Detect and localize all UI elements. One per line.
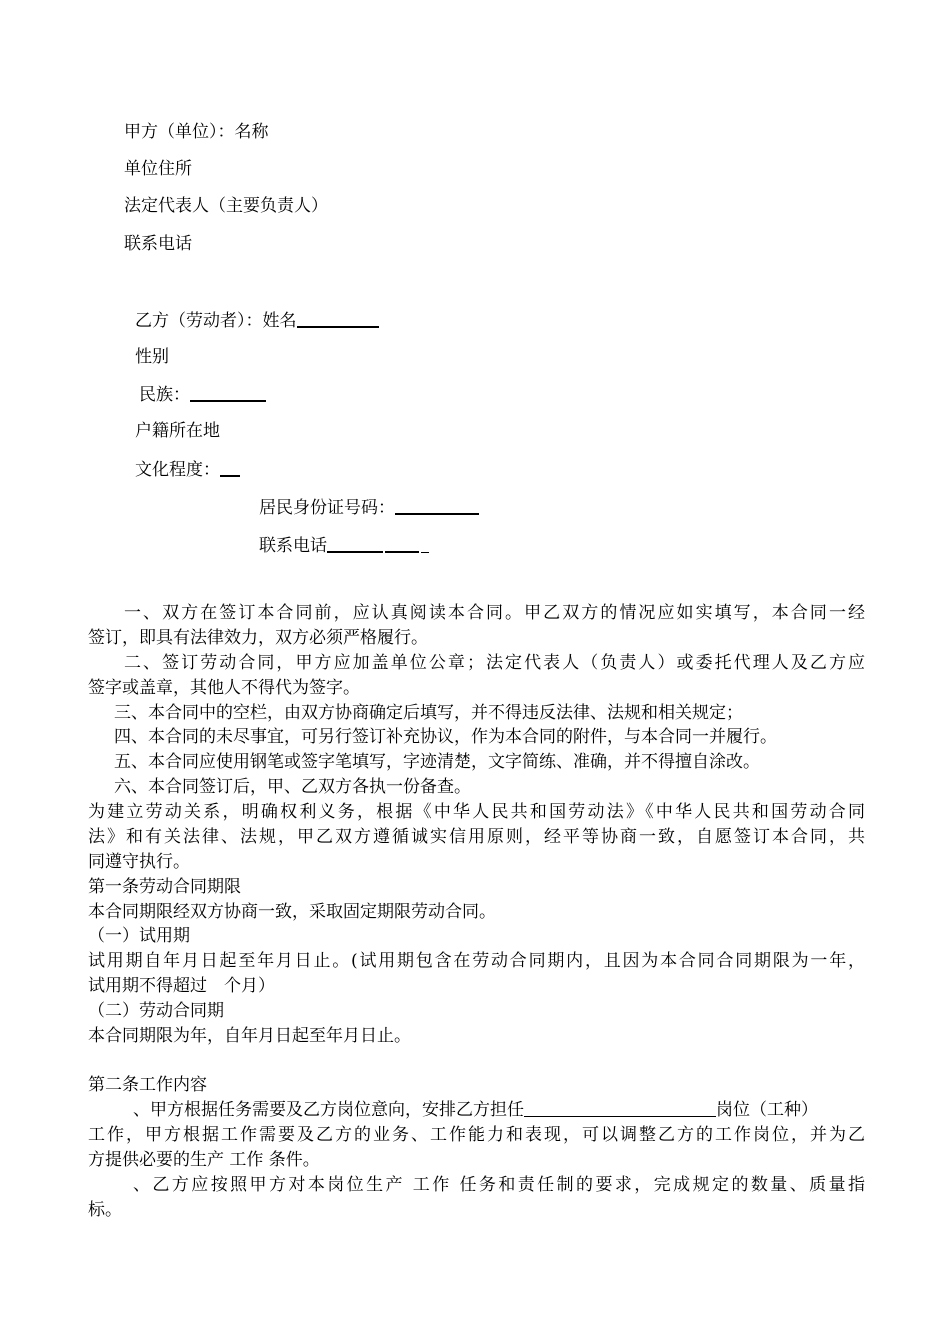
party-b-phone-blank-3	[421, 536, 429, 553]
party-b-id-field	[259, 497, 479, 518]
article-2-item-1-line-3: 方提供必要的生产 工作 条件。	[88, 1150, 320, 1170]
party-b-education-label: 文化程度：	[135, 460, 220, 480]
party-b-name-label: 乙方（劳动者）：姓名	[135, 311, 297, 331]
contract-term-title: （二）劳动合同期	[88, 1001, 224, 1021]
note-4: 四、本合同的未尽事宜，可另行签订补充协议，作为本合同的附件，与本合同一并履行。	[114, 727, 777, 747]
party-b-phone-blank-1	[327, 535, 383, 553]
note-5: 五、本合同应使用钢笔或签字笔填写，字迹清楚，文字简练、准确，并不得擅自涂改。	[114, 752, 760, 772]
note-2-line-1: 二、签订劳动合同，甲方应加盖单位公章；法定代表人（负责人）或委托代理人及乙方应	[124, 653, 865, 673]
party-b-gender: 性别	[135, 347, 169, 367]
article-2-title: 第二条工作内容	[88, 1075, 207, 1095]
article-1-intro: 本合同期限经双方协商一致，采取固定期限劳动合同。	[88, 902, 496, 922]
party-b-phone-label: 联系电话	[259, 536, 327, 556]
position-blank	[524, 1100, 716, 1117]
article-2-item-2-line-2: 标。	[88, 1200, 122, 1220]
party-b-phone-blank-2	[385, 535, 419, 553]
article-2-item-1-line-1	[133, 1100, 818, 1120]
probation-line-1: 试用期自年月日起至年月日止。(试用期包含在劳动合同期内，且因为本合同合同期限为一年，	[88, 951, 865, 971]
note-3: 三、本合同中的空栏，由双方协商确定后填写，并不得违反法律、法规和相关规定；	[114, 703, 743, 723]
preamble-line-2: 法》和有关法律、法规，甲乙双方遵循诚实信用原则，经平等协商一致，自愿签订本合同，共	[88, 827, 865, 847]
preamble-line-3: 同遵守执行。	[88, 852, 190, 872]
party-b-education-blank	[220, 459, 240, 477]
party-b-ethnicity-field	[139, 384, 266, 405]
article-2-item-1-line-2: 工作，甲方根据工作需要及乙方的业务、工作能力和表现，可以调整乙方的工作岗位，并为乙	[88, 1125, 865, 1145]
party-a-name-line: 甲方（单位）：名称	[124, 122, 269, 142]
note-6: 六、本合同签订后，甲、乙双方各执一份备查。	[114, 777, 471, 797]
note-1-line-1: 一、双方在签订本合同前，应认真阅读本合同。甲乙双方的情况应如实填写，本合同一经	[124, 603, 865, 623]
probation-line-2: 试用期不得超过 个月）	[88, 976, 275, 996]
party-a-legal-rep: 法定代表人（主要负责人）	[124, 196, 328, 216]
item-1-text-before: 、甲方根据任务需要及乙方岗位意向，安排乙方担任	[133, 1100, 524, 1120]
party-a-phone: 联系电话	[124, 234, 192, 254]
party-b-id-blank	[395, 497, 479, 515]
party-a-address: 单位住所	[124, 159, 192, 179]
party-b-id-label: 居民身份证号码：	[259, 498, 395, 518]
note-1-line-2: 签订，即具有法律效力，双方必须严格履行。	[88, 628, 428, 648]
party-b-name-field	[135, 310, 379, 331]
party-b-phone-field	[259, 535, 429, 556]
party-b-name-blank	[297, 310, 379, 328]
party-b-ethnicity-blank	[190, 384, 266, 402]
preamble-line-1: 为建立劳动关系，明确权利义务，根据《中华人民共和国劳动法》《中华人民共和国劳动合同	[88, 802, 865, 822]
party-b-hukou: 户籍所在地	[135, 421, 220, 441]
party-b-education-field	[135, 459, 240, 480]
party-b-ethnicity-label: 民族：	[139, 385, 190, 405]
article-2-item-2-line-1: 、乙方应按照甲方对本岗位生产 工作 任务和责任制的要求，完成规定的数量、质量指	[133, 1175, 865, 1195]
note-2-line-2: 签字或盖章，其他人不得代为签字。	[88, 678, 360, 698]
probation-title: （一）试用期	[88, 926, 190, 946]
contract-term-text: 本合同期限为年，自年月日起至年月日止。	[88, 1026, 411, 1046]
article-1-title: 第一条劳动合同期限	[88, 877, 241, 897]
item-1-text-after: 岗位（工种）	[716, 1100, 818, 1120]
